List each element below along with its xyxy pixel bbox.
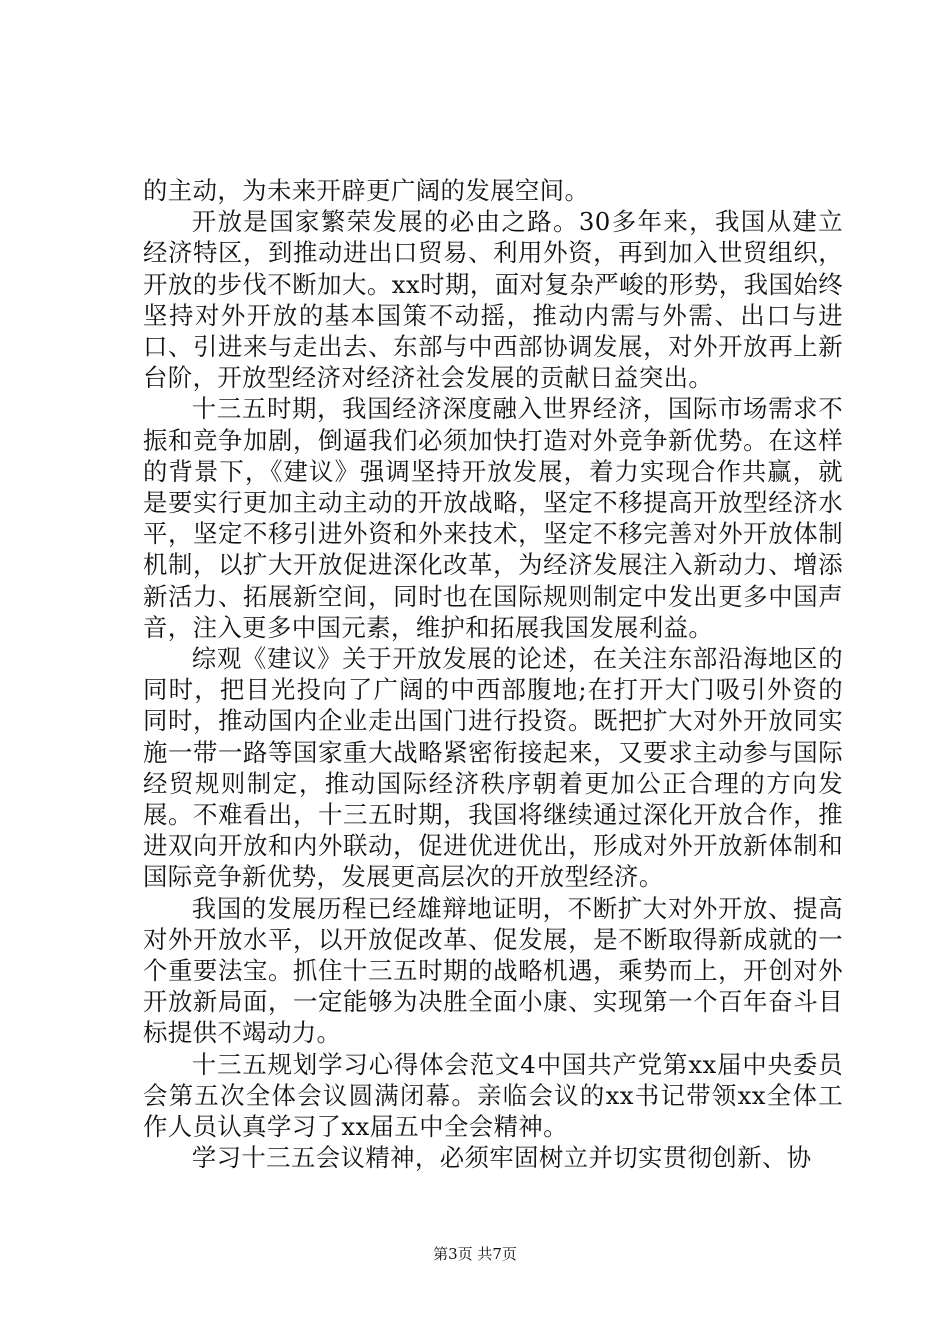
paragraph-continuation: 的主动，为未来开辟更广阔的发展空间。 bbox=[143, 176, 590, 205]
paragraph: 十三五规划学习心得体会范文4中国共产党第xx届中央委员会第五次全体会议圆满闭幕。亲临会议的xx书记带领xx全体工作人员认真学习了xx届五中全会精神。 bbox=[143, 1049, 843, 1142]
page-number-footer: 第3页 共7页 bbox=[433, 1245, 517, 1263]
paragraph: 十三五时期，我国经济深度融入世界经济，国际市场需求不振和竞争加剧，倒逼我们必须加快打造对外竞争新优势。在这样的背景下，《建议》强调坚持开放发展，着力实现合作共赢，就是要实行更加主动主动的开放战略，坚定不移提高开放型经济水平，坚定不移引进外资和外来技术，坚定不移完善对外开放体制机制，以扩大开放促进深化改革，为经济发展注入新动力、增添新活力、拓展新空间，同时也在国际规则制定中发出更多中国声音，注入更多中国元素，维护和拓展我国发展利益。 bbox=[143, 394, 843, 642]
paragraph: 学习十三五会议精神，必须牢固树立并切实贯彻创新、协 bbox=[191, 1143, 812, 1173]
document-body bbox=[143, 175, 843, 1174]
paragraph: 我国的发展历程已经雄辩地证明，不断扩大对外开放、提高对外开放水平，以开放促改革、促发展，是不断取得新成就的一个重要法宝。抓住十三五时期的战略机遇，乘势而上，开创对外开放新局面，一定能够为决胜全面小康、实现第一个百年奋斗目标提供不竭动力。 bbox=[143, 893, 843, 1048]
paragraph: 综观《建议》关于开放发展的论述，在关注东部沿海地区的同时，把目光投向了广阔的中西部腹地;在打开大门吸引外资的同时，推动国内企业走出国门进行投资。既把扩大对外开放同实施一带一路等国家重大战略紧密衔接起来，又要求主动参与国际经贸规则制定，推动国际经济秩序朝着更加公正合理的方向发展。不难看出，十三五时期，我国将继续通过深化开放合作，推进双向开放和内外联动，促进优进优出，形成对外开放新体制和国际竞争新优势，发展更高层次的开放型经济。 bbox=[143, 644, 843, 892]
paragraph: 开放是国家繁荣发展的必由之路。30多年来，我国从建立经济特区，到推动进出口贸易、利用外资，再到加入世贸组织，开放的步伐不断加大。xx时期，面对复杂严峻的形势，我国始终坚持对外开放的基本国策不动摇，推动内需与外需、出口与进口、引进来与走出去、东部与中西部协调发展，对外开放再上新台阶，开放型经济对经济社会发展的贡献日益突出。 bbox=[143, 207, 843, 393]
